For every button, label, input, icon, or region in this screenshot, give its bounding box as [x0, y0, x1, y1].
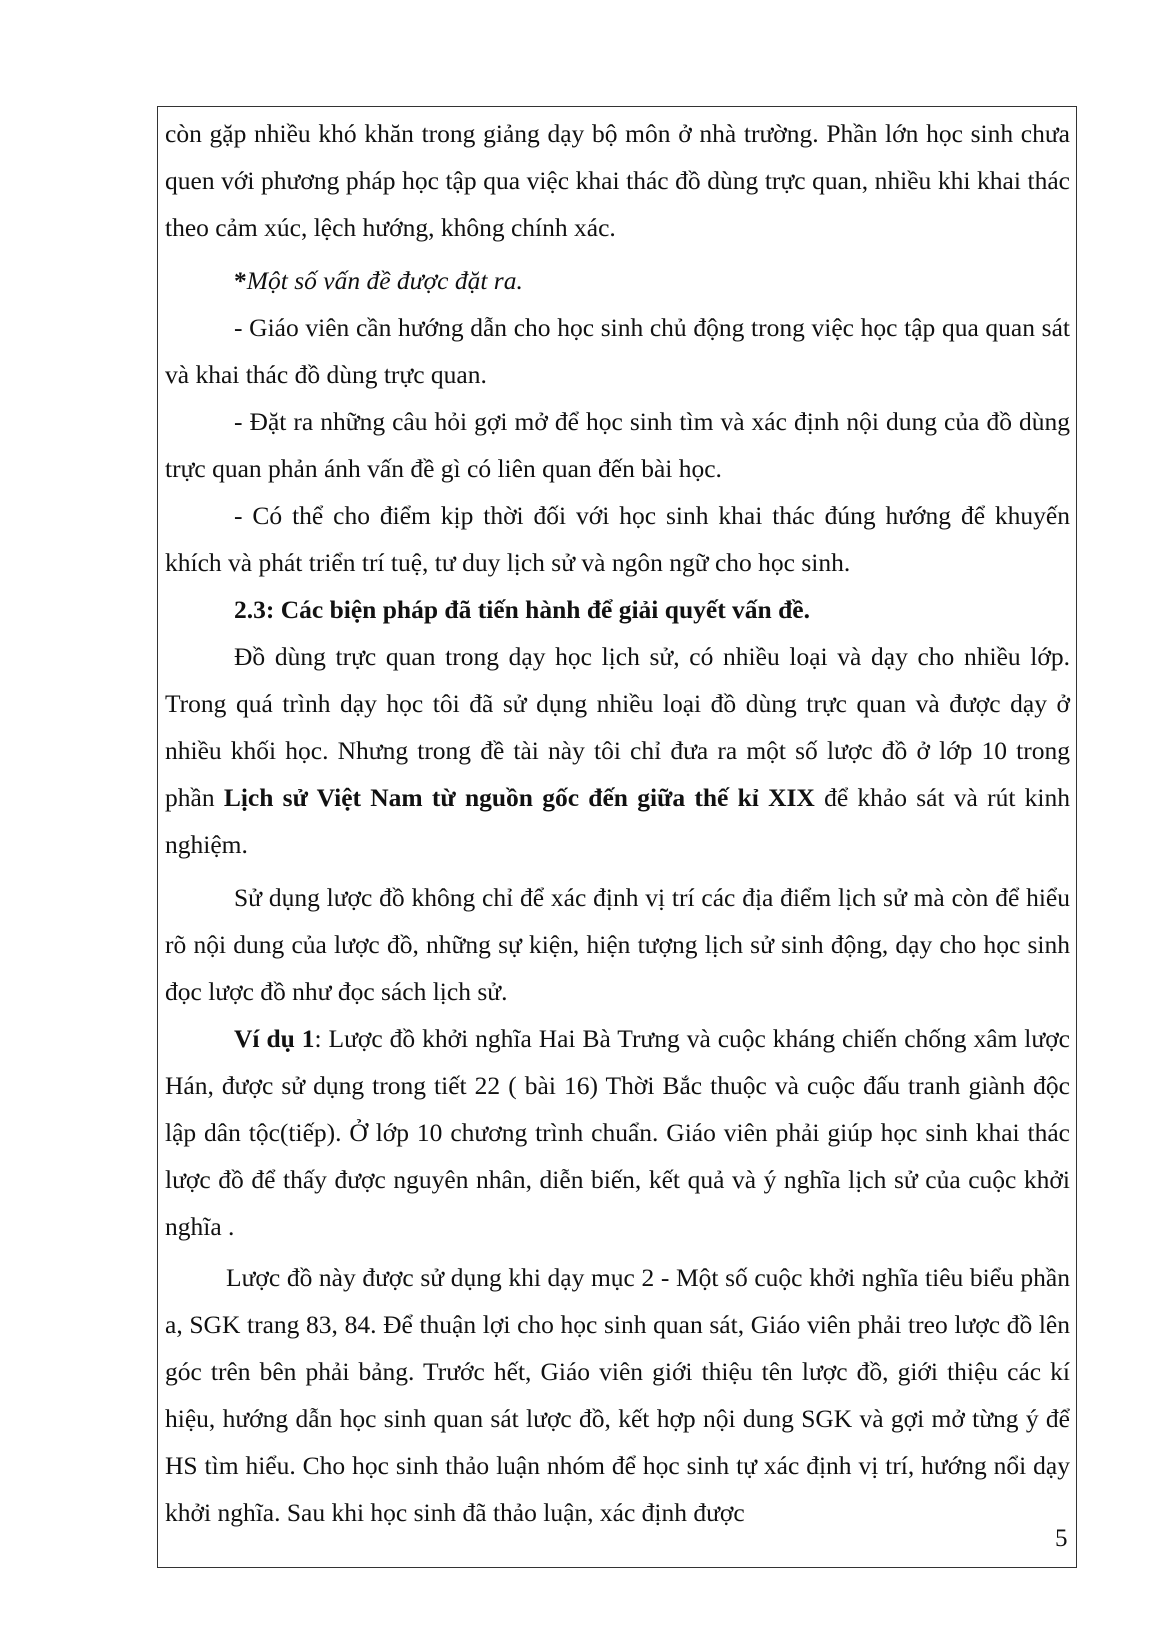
visual-aids-text-before: Đồ dùng trực quan trong dạy học lịch sử, có nhiều loại và dạy cho nhiều lớp. Trong quá trình dạy học tôi đã sử dụng nhiều loại đồ dùng trực quan và được dạy ở nhiều khối học. Nhưng trong đề tài này tôi chỉ đưa ra một số lược đồ ở lớp 10 trong phần	[165, 642, 1070, 812]
paragraph-map-lesson: Lược đồ này được sử dụng khi dạy mục 2 - Một số cuộc khởi nghĩa tiêu biểu phần a, SGK trang 83, 84. Để thuận lợi cho học sinh quan sát, Giáo viên phải treo lược đồ lên góc trên bên phải bảng. Trước hết, Giáo viên giới thiệu tên lược đồ, giới thiệu các kí hiệu, hướng dẫn học sinh quan sát lược đồ, kết hợp nội dung SGK và gợi mở từng ý để HS tìm hiểu. Cho học sinh thảo luận nhóm để học sinh tự xác định vị trí, hướng nổi dạy khởi nghĩa. Sau khi học sinh đã thảo luận, xác định được	[165, 1263, 1070, 1527]
document-body	[165, 110, 1070, 1536]
visual-aids-text-after: để khảo sát và rút kinh nghiệm.	[165, 783, 1070, 859]
paragraph-issues-heading	[165, 257, 1070, 304]
paragraph-example-1	[165, 1015, 1070, 1250]
example-1-label: Ví dụ 1	[234, 1024, 315, 1053]
paragraph-map-usage: Sử dụng lược đồ không chỉ để xác định vị trí các địa điểm lịch sử mà còn để hiểu rõ nội dung của lược đồ, những sự kiện, hiện tượng lịch sử sinh động, dạy cho học sinh đọc lược đồ như đọc sách lịch sử.	[165, 883, 1070, 1006]
section-heading-2-3: 2.3: Các biện pháp đã tiến hành để giải quyết vấn đề.	[234, 595, 810, 624]
page-number: 5	[1055, 1525, 1068, 1552]
visual-aids-bold-topic: Lịch sử Việt Nam từ nguồn gốc đến giữa thế kỉ XIX	[223, 783, 815, 812]
paragraph-bullet-2: - Đặt ra những câu hỏi gợi mở để học sinh tìm và xác định nội dung của đồ dùng trực quan phản ánh vấn đề gì có liên quan đến bài học.	[165, 407, 1070, 483]
paragraph-bullet-1: - Giáo viên cần hướng dẫn cho học sinh chủ động trong việc học tập qua quan sát và khai thác đồ dùng trực quan.	[165, 313, 1070, 389]
example-1-text: : Lược đồ khởi nghĩa Hai Bà Trưng và cuộc kháng chiến chống xâm lược Hán, được sử dụng trong tiết 22 ( bài 16) Thời Bắc thuộc và cuộc đấu tranh giành độc lập dân tộc(tiếp). Ở lớp 10 chương trình chuẩn. Giáo viên phải giúp học sinh khai thác lược đồ để thấy được nguyên nhân, diễn biến, kết quả và ý nghĩa lịch sử của cuộc khởi nghĩa .	[165, 1024, 1070, 1241]
paragraph-intro: còn gặp nhiều khó khăn trong giảng dạy bộ môn ở nhà trường. Phần lớn học sinh chưa quen với phương pháp học tập qua việc khai thác đồ dùng trực quan, nhiều khi khai thác theo cảm xúc, lệch hướng, không chính xác.	[165, 119, 1070, 242]
asterisk-marker: *	[234, 266, 247, 295]
paragraph-bullet-3: - Có thể cho điểm kịp thời đối với học sinh khai thác đúng hướng để khuyến khích và phát triển trí tuệ, tư duy lịch sử và ngôn ngữ cho học sinh.	[165, 501, 1070, 577]
issues-heading-text: Một số vấn đề được đặt ra.	[246, 266, 523, 295]
paragraph-visual-aids	[165, 633, 1070, 868]
